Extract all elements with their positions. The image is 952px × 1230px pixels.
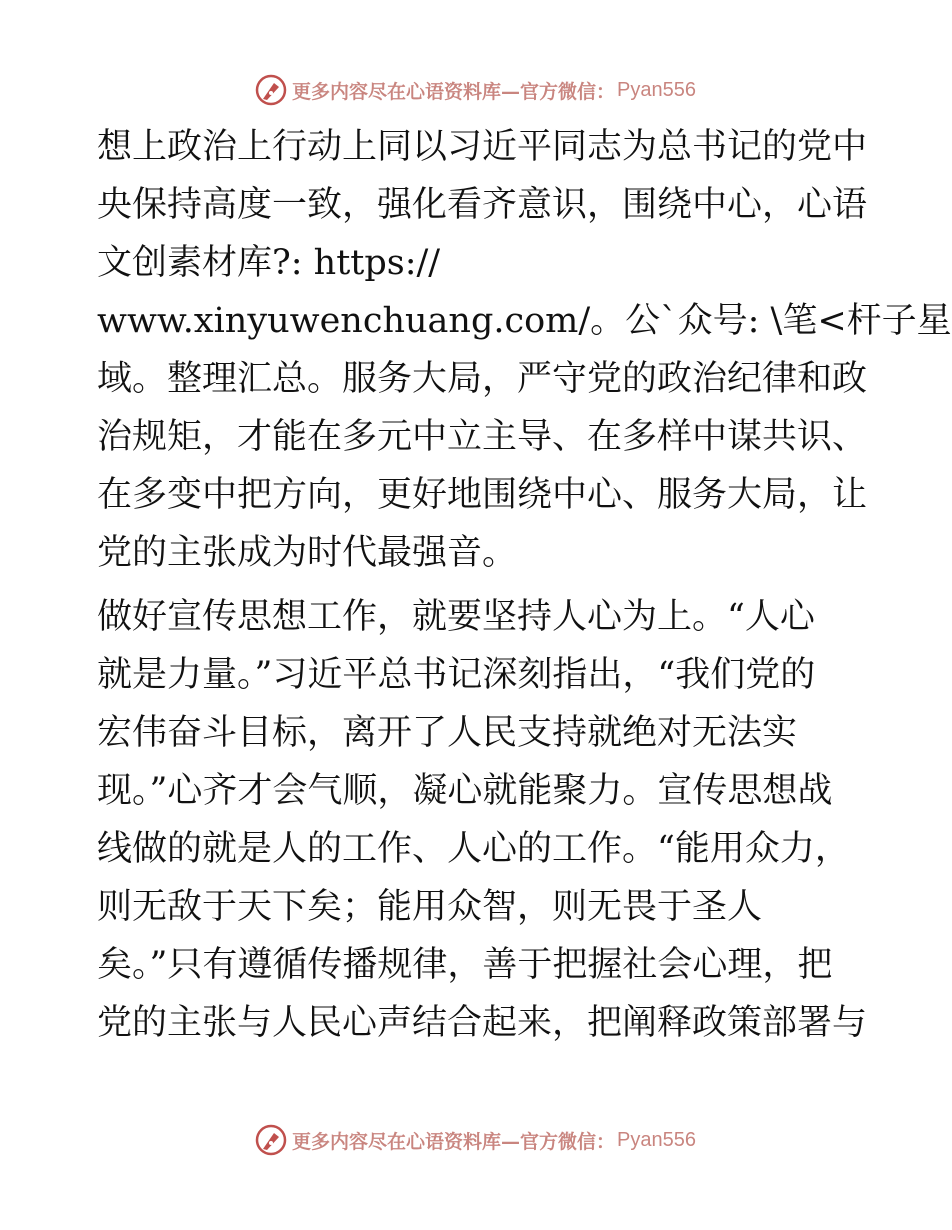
body-line: 现。”心齐才会气顺，凝心就能聚力。宣传思想战	[97, 771, 833, 811]
header-banner	[0, 72, 950, 108]
body-line-link: www.xinyuwenchuang.com/。公`众号: \笔<杆子星	[97, 301, 952, 341]
header-banner-text: 更多内容尽在心语资料库—官方微信：	[292, 80, 616, 103]
body-line: 治规矩，才能在多元中立主导、在多样中谋共识、	[97, 417, 868, 457]
document-body	[97, 118, 952, 1052]
footer-wechat-id: Pyan556	[617, 1128, 696, 1151]
footer-banner-text: 更多内容尽在心语资料库—官方微信：	[292, 1130, 616, 1153]
body-line: 线做的就是人的工作、人心的工作。“能用众力，	[97, 829, 850, 869]
body-line: 做好宣传思想工作，就要坚持人心为上。“人心	[97, 597, 815, 637]
body-line: 域。整理汇总。服务大局，严守党的政治纪律和政	[97, 359, 868, 399]
body-line: 党的主张成为时代最强音。	[97, 533, 518, 573]
pen-nib-logo-icon	[254, 73, 288, 107]
body-line: 想上政治上行动上同以习近平同志为总书记的党中	[97, 127, 868, 167]
header-wechat-id: Pyan556	[617, 78, 696, 101]
body-line: 矣。”只有遵循传播规律，善于把握社会心理，把	[97, 945, 833, 985]
body-line: 央保持高度一致，强化看齐意识，围绕中心，心语	[97, 185, 868, 225]
body-line: 则无敌于天下矣；能用众智，则无畏于圣人	[97, 887, 763, 927]
body-line: 就是力量。”习近平总书记深刻指出，“我们党的	[97, 655, 816, 695]
pen-nib-logo-icon	[254, 1123, 288, 1157]
body-line: 文创素材库?: https://	[97, 243, 441, 283]
footer-banner	[0, 1122, 950, 1158]
body-line: 宏伟奋斗目标，离开了人民支持就绝对无法实	[97, 713, 798, 753]
body-line: 党的主张与人民心声结合起来，把阐释政策部署与	[97, 1003, 868, 1043]
body-line: 在多变中把方向，更好地围绕中心、服务大局，让	[97, 475, 868, 515]
